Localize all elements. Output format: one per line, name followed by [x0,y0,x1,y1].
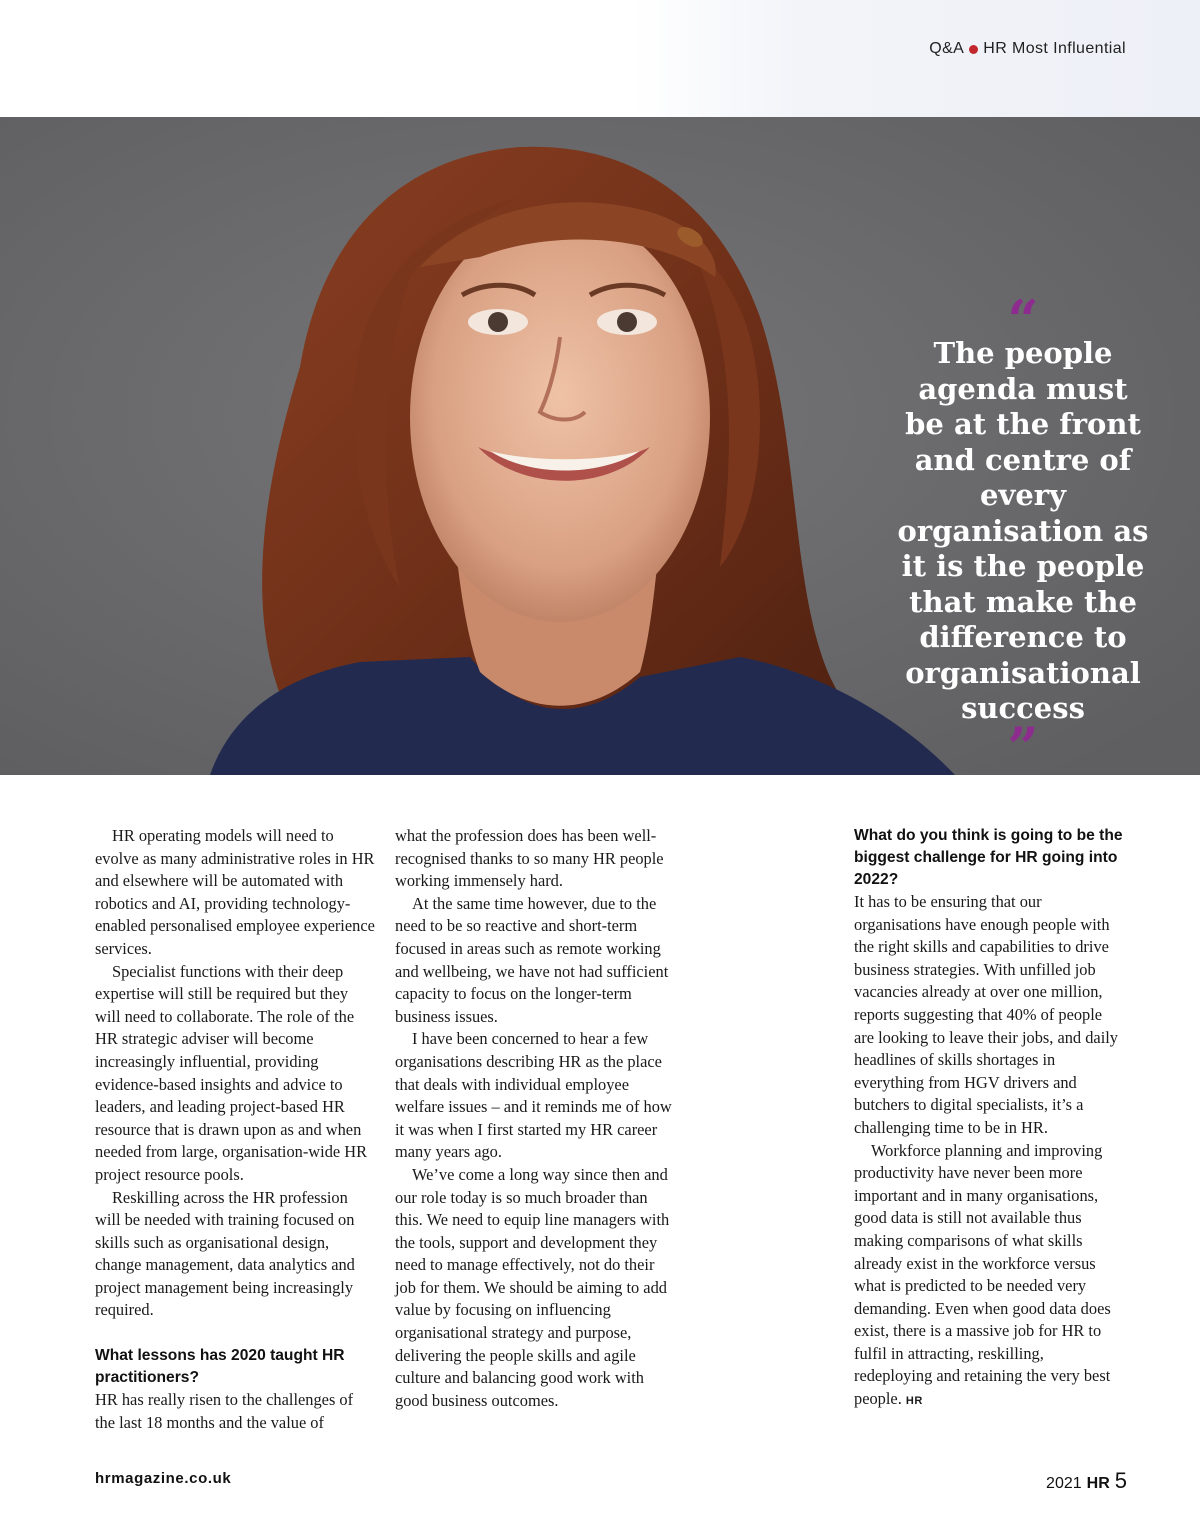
question-heading: What lessons has 2020 taught HR practitioners? [95,1347,345,1387]
bullet-dot-icon [969,45,978,54]
footer-brand: HR [1086,1475,1110,1492]
end-mark-logo: HR [905,1395,923,1408]
article-column-2 [395,825,678,1412]
open-quote-icon: “ [1007,288,1039,352]
header-background [632,0,1200,117]
paragraph: We’ve come a long way since then and our role today is so much broader than this. We need to equip line managers with the tools, support and development they need to manage effectively, not do their job for them. We should be aiming to add value by focusing on influencing organisational strategy and purpose, delivering the people skills and agile culture and balancing good work with good business outcomes. [395,1164,670,1410]
page-number: 5 [1114,1468,1127,1493]
paragraph: I have been concerned to hear a few organisations describing HR as the place that deals with individual employee welfare issues – and it reminds me of how it was when I first started my HR career many years ago. [395,1029,672,1162]
paragraph-text: Workforce planning and improving productivity have never been more important and in many organisations, good data is still not available thus making comparisons of what skills already exist in the workforce versus what is predicted to be needed very demanding. Even when good data does exist, there is a massive job for HR to fulfil in attracting, reskilling, redeploying and retaining the very best people. [854,1140,1111,1409]
paragraph: Reskilling across the HR profession will be needed with training focused on skills such as organisational design, change management, data analytics and project management being increasingly required. [95,1187,355,1320]
paragraph: what the profession does has been well-recognised thanks to so many HR people working immensely hard. [395,826,664,891]
paragraph: HR operating models will need to evolve as many administrative roles in HR and elsewhere will be automated with robotics and AI, providing technology-enabled personalised employee experience services. [95,826,375,958]
pull-quote-text: The people agenda must be at the front and centre of every organisation as it is the people that make the difference to organisational success [897,336,1149,725]
paragraph [854,1140,1126,1413]
answer-paragraph: HR has really risen to the challenges of the last 18 months and the value of [95,1390,354,1432]
question-heading: What do you think is going to be the biggest challenge for HR going into 2022? [854,827,1123,888]
pull-quote [895,288,1151,779]
footer-year: 2021 [1046,1475,1082,1492]
answer-paragraph: It has to be ensuring that our organisations have enough people with the right skills and capabilities to drive business strategies. With unfilled job vacancies already at over one million, reports suggesting that 40% of people are looking to leave their jobs, and daily headlines of skills shortages in everything from HGV drivers and butchers to digital specialists, it’s a challenging time to be in HR. [854,892,1118,1137]
section-header [929,40,1126,58]
footer-page-info [1046,1468,1127,1494]
paragraph: Specialist functions with their deep expertise will still be required but they will need to collaborate. The role of the HR strategic adviser will become increasingly influential, providing evidence-based insights and advice to leaders, and leading project-based HR resource that is drawn upon as and when needed from large, organisation-wide HR project resource pools. [95,961,368,1184]
article-column-3 [854,825,1126,1413]
footer-website: hrmagazine.co.uk [95,1470,232,1487]
paragraph: At the same time however, due to the need to be so reactive and short-term focused in areas such as remote working and wellbeing, we have not had sufficient capacity to focus on the longer-term business issues. [395,893,669,1026]
section-label: Q&A [929,40,965,57]
topic-label: HR Most Influential [983,40,1126,57]
article-column-1 [95,825,377,1434]
close-quote-icon: ” [1007,714,1039,779]
